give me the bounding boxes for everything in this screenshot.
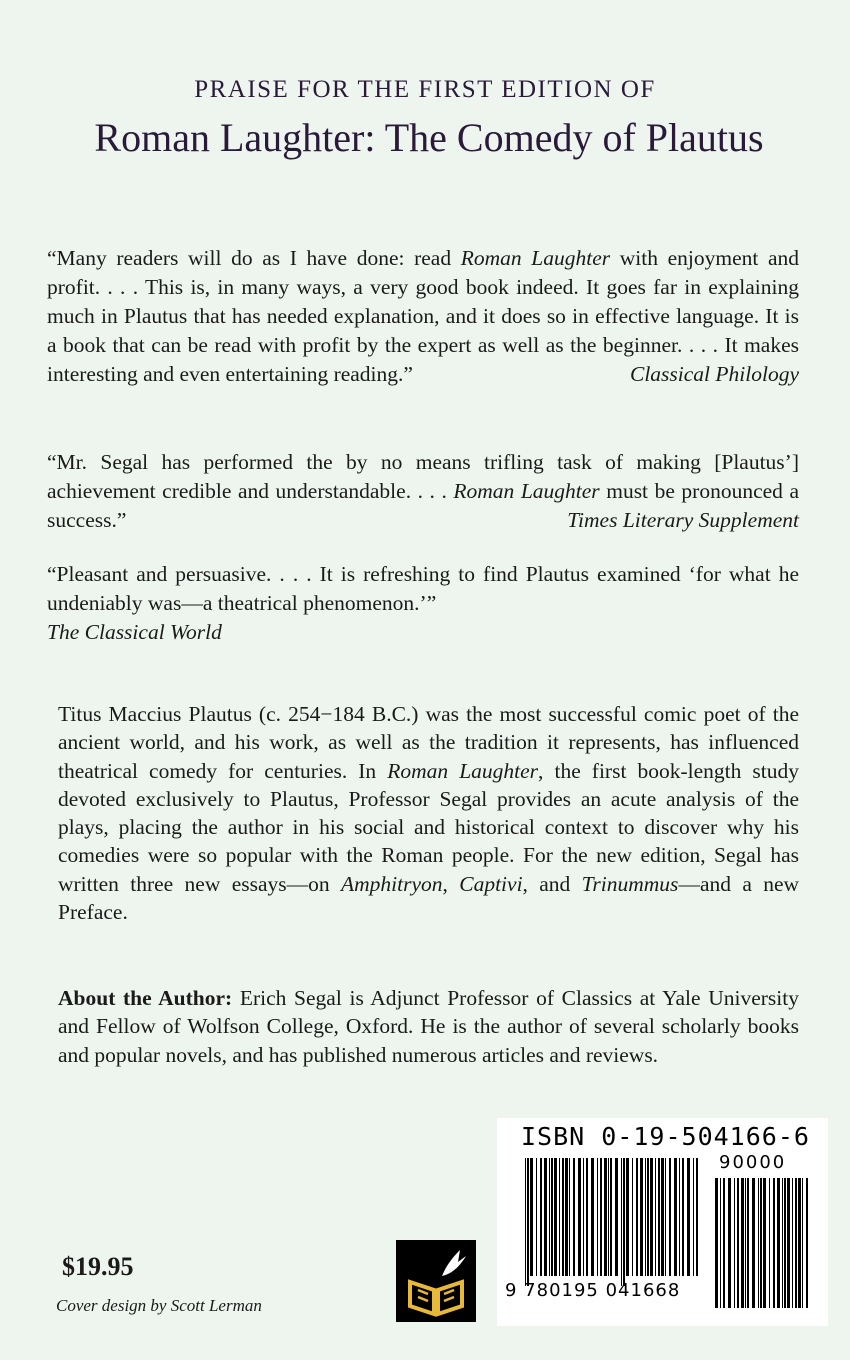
play-title: Captivi xyxy=(459,871,523,896)
barcode-bar xyxy=(806,1178,808,1308)
description-text: Titus Maccius Plautus (c. 254−184 B.C.) was the most successful comic poet of the ancient world, and his work, as well as the tradition it represents, has influenced theatrical comedy for centuries. In xyxy=(58,702,799,783)
barcode-bar xyxy=(604,1158,607,1276)
barcode-bar xyxy=(758,1178,759,1308)
barcode-bar xyxy=(679,1158,680,1276)
book-title: Roman Laughter: The Comedy of Plautus xyxy=(94,115,764,160)
barcode-bar xyxy=(802,1178,803,1308)
barcode-bar xyxy=(530,1158,533,1276)
barcode-bar xyxy=(737,1178,739,1308)
play-title: Trinummus xyxy=(581,871,679,896)
quote-text: “Pleasant and persuasive. . . . It is refreshing to find Plautus examined ‘for what he undeniably was—a theatrical phenomenon.’” xyxy=(47,562,799,615)
barcode-bar xyxy=(559,1158,560,1276)
barcode-bar xyxy=(600,1158,602,1276)
barcode-bar xyxy=(621,1158,622,1286)
description-text: , and xyxy=(522,871,582,896)
barcode-bar xyxy=(591,1158,594,1276)
barcode-bar xyxy=(773,1178,775,1308)
quote-text: “Mr. Segal has performed the by no means trifling task of making [Plautus’] achievement credible and understandable. . . . xyxy=(47,450,799,503)
barcode-bar xyxy=(769,1178,770,1308)
open-book-icon xyxy=(396,1240,476,1322)
barcode-bar xyxy=(650,1158,653,1276)
publisher-logo xyxy=(396,1240,476,1322)
play-title: Amphitryon xyxy=(340,871,443,896)
barcode-bar xyxy=(554,1158,557,1276)
barcode-bar xyxy=(741,1178,744,1308)
isbn-label: ISBN 0-19-504166-6 xyxy=(521,1122,810,1151)
quote-3 xyxy=(47,560,799,647)
price-addon-number: 90000 xyxy=(719,1152,787,1173)
barcode-bar xyxy=(715,1178,718,1308)
barcode-bar xyxy=(586,1158,588,1276)
barcode-bar xyxy=(549,1158,550,1276)
barcode-bar xyxy=(763,1178,766,1308)
barcode-bar xyxy=(792,1178,793,1308)
barcode-bar xyxy=(632,1158,633,1276)
barcode-bar xyxy=(693,1158,694,1276)
barcode-bar xyxy=(540,1158,542,1276)
barcode-bar xyxy=(562,1158,564,1276)
about-author xyxy=(58,984,799,1069)
barcode-bar xyxy=(760,1178,762,1308)
barcode-bar xyxy=(674,1158,677,1276)
quote-source: Times Literary Supplement xyxy=(567,508,799,532)
barcode-bar xyxy=(784,1178,786,1308)
barcode-bar xyxy=(623,1158,625,1286)
barcode-bar xyxy=(798,1178,801,1308)
barcode-bar xyxy=(787,1178,790,1308)
barcode-bar xyxy=(626,1158,629,1276)
about-label: About the Author: xyxy=(58,986,233,1010)
barcode-bar xyxy=(655,1158,656,1276)
barcode-bar xyxy=(745,1178,746,1308)
quote-title-ref: Roman Laughter xyxy=(460,246,611,270)
cover-credit: Cover design by Scott Lerman xyxy=(56,1296,262,1315)
barcode-bar xyxy=(682,1158,684,1276)
barcode-bar xyxy=(696,1158,698,1276)
barcode-bar xyxy=(720,1178,721,1308)
barcode-bar xyxy=(597,1158,598,1276)
price: $19.95 xyxy=(62,1252,134,1281)
barcode-bar xyxy=(734,1178,735,1308)
barcode-bar xyxy=(610,1158,612,1276)
barcode-bar xyxy=(551,1158,553,1276)
barcode-bar xyxy=(640,1158,643,1276)
barcode-bar xyxy=(569,1158,570,1276)
barcode-bar xyxy=(777,1178,780,1308)
barcode-bar xyxy=(527,1158,529,1286)
quote-text: “Many readers will do as I have done: read xyxy=(47,246,461,270)
quote-2 xyxy=(47,448,799,535)
barcode-bar xyxy=(782,1178,783,1308)
barcode-bar xyxy=(723,1178,725,1308)
quote-text: with enjoyment and profit. . . . This is, in many ways, a very good book indeed. It goes far in explaining much in Plautus that has needed explanation, and it does so in effective language. It is a book that can be read with profit by the expert as well as the beginner. . . . It makes interesting and even entertaining reading.” xyxy=(47,246,799,386)
ean-number: 9 780195 041668 xyxy=(505,1280,681,1301)
barcode-bar xyxy=(665,1158,666,1276)
barcode-bar xyxy=(608,1158,609,1276)
book-description xyxy=(58,700,799,926)
quote-title-ref: Roman Laughter xyxy=(453,479,600,503)
barcode-bar xyxy=(525,1158,526,1286)
barcode-bar xyxy=(536,1158,537,1276)
barcode-bar xyxy=(728,1178,731,1308)
barcode-bar xyxy=(636,1158,638,1276)
barcode-bar xyxy=(687,1158,690,1276)
barcode-bar xyxy=(583,1158,584,1276)
quote-text: must be pronounced a success.” xyxy=(47,479,799,532)
barcode-bar xyxy=(795,1178,797,1308)
barcode-bar xyxy=(747,1178,749,1308)
barcode-bar xyxy=(615,1158,618,1276)
barcode-bar xyxy=(544,1158,547,1276)
description-text: , xyxy=(442,871,460,896)
barcode-panel xyxy=(497,1118,828,1326)
about-text: Erich Segal is Adjunct Professor of Classics at Yale University and Fellow of Wolfson College, Oxford. He is the author of several scholarly books and popular novels, and has published numerous articles and reviews. xyxy=(58,986,799,1067)
barcode-bar xyxy=(752,1178,755,1308)
barcode-bar xyxy=(578,1158,581,1276)
barcode-bar xyxy=(669,1158,671,1276)
barcode-bar xyxy=(661,1158,664,1276)
quote-source: Classical Philology xyxy=(629,362,799,386)
description-text: , the first book-length study devoted exclusively to Plautus, Professor Segal provides an acute analysis of the plays, placing the author in his social and historical context to discover why his comedies were so popular with the Roman people. For the new edition, Segal has written three new essays—on xyxy=(58,758,800,896)
barcode-bar xyxy=(565,1158,568,1276)
barcode-bar xyxy=(573,1158,575,1276)
quote-1 xyxy=(47,244,799,389)
header-praise-line: PRAISE FOR THE FIRST EDITION OF xyxy=(194,76,656,103)
description-title-ref: Roman Laughter xyxy=(387,758,539,783)
barcode-bar xyxy=(647,1158,649,1276)
quote-source: The Classical World xyxy=(47,620,222,644)
description-text: —and a new Preface. xyxy=(58,871,800,925)
barcode-bar xyxy=(658,1158,660,1276)
barcode-bar xyxy=(645,1158,646,1276)
